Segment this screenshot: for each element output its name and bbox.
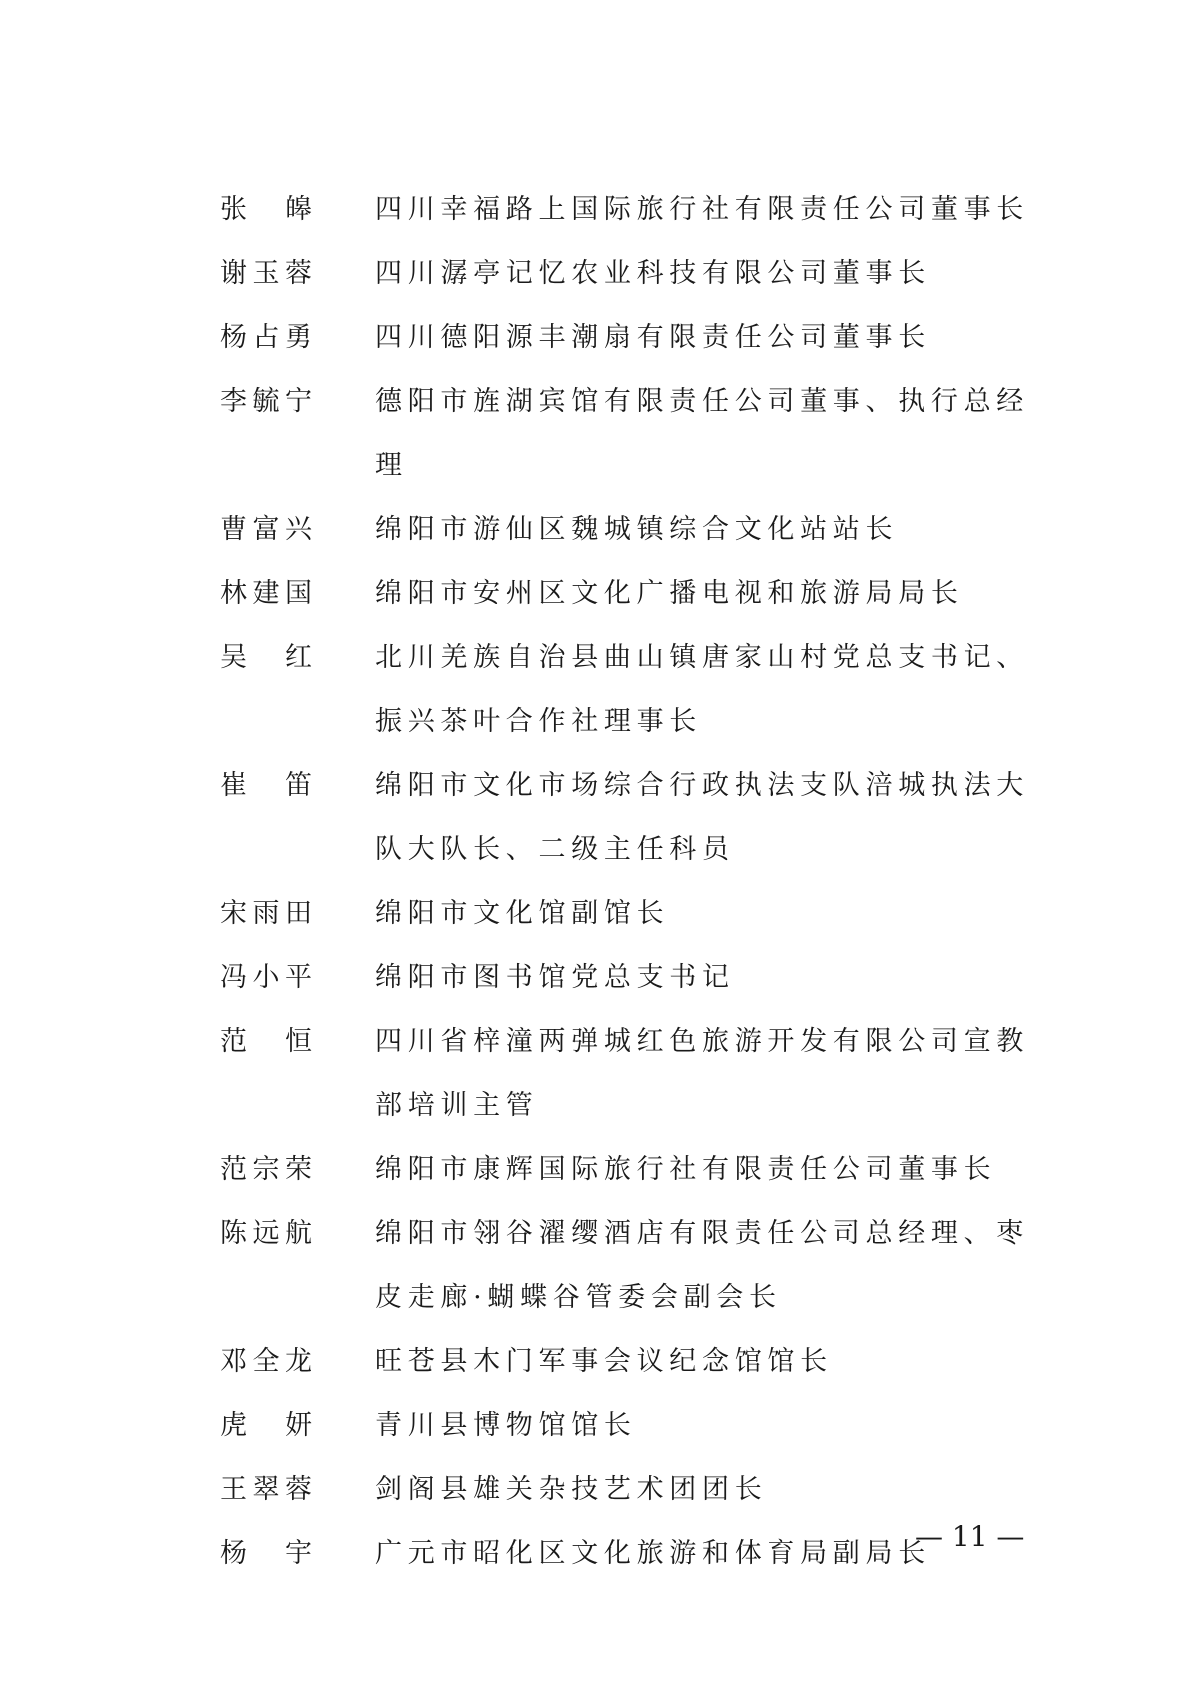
list-item (220, 1202, 1050, 1330)
list-item (220, 306, 1050, 370)
person-title: 绵阳市文化市场综合行政执法支队涪城执法大队大队长、二级主任科员 (375, 770, 1029, 865)
person-title: 广元市昭化区文化旅游和体育局副局长 (375, 1538, 931, 1569)
person-title: 旺苍县木门军事会议纪念馆馆长 (375, 1346, 833, 1377)
list-item (220, 1458, 1050, 1522)
list-item (220, 370, 1050, 498)
person-title: 四川幸福路上国际旅行社有限责任公司董事长 (375, 194, 1029, 225)
person-name: 杨 占 勇 (220, 322, 312, 353)
person-title: 剑阁县雄关杂技艺术团团长 (375, 1474, 768, 1505)
person-name: 谢 玉 蓉 (220, 258, 312, 289)
list-item (220, 1138, 1050, 1202)
person-title: 绵阳市图书馆党总支书记 (375, 962, 735, 993)
person-name: 虎 妍 (220, 1410, 312, 1441)
person-name: 邓 全 龙 (220, 1346, 312, 1377)
person-name: 宋 雨 田 (220, 898, 312, 929)
person-name: 陈 远 航 (220, 1218, 312, 1249)
person-title: 北川羌族自治县曲山镇唐家山村党总支书记、振兴茶叶合作社理事长 (375, 642, 1029, 737)
person-name: 曹 富 兴 (220, 514, 312, 545)
person-name: 杨 宇 (220, 1538, 312, 1569)
person-name: 崔 笛 (220, 770, 312, 801)
person-title: 绵阳市康辉国际旅行社有限责任公司董事长 (375, 1154, 997, 1185)
person-title: 青川县博物馆馆长 (375, 1410, 637, 1441)
person-name: 李 毓 宁 (220, 386, 312, 417)
person-title: 德阳市旌湖宾馆有限责任公司董事、执行总经理 (375, 386, 1029, 481)
person-title: 四川德阳源丰潮扇有限责任公司董事长 (375, 322, 931, 353)
list-item (220, 882, 1050, 946)
list-item (220, 242, 1050, 306)
person-title: 四川省梓潼两弹城红色旅游开发有限公司宣教部培训主管 (375, 1026, 1029, 1121)
list-item (220, 178, 1050, 242)
list-item (220, 1394, 1050, 1458)
person-name: 冯 小 平 (220, 962, 312, 993)
name-list (220, 178, 1050, 1586)
person-name: 林 建 国 (220, 578, 312, 609)
list-item (220, 498, 1050, 562)
list-item (220, 946, 1050, 1010)
person-name: 吴 红 (220, 642, 312, 673)
list-item (220, 626, 1050, 754)
person-name: 范 宗 荣 (220, 1154, 312, 1185)
list-item (220, 754, 1050, 882)
person-title: 四川潺亭记忆农业科技有限公司董事长 (375, 258, 931, 289)
person-name: 张 皞 (220, 194, 312, 225)
person-title: 绵阳市翎谷濯缨酒店有限责任公司总经理、枣皮走廊·蝴蝶谷管委会副会长 (375, 1218, 1029, 1313)
list-item (220, 1330, 1050, 1394)
person-title: 绵阳市文化馆副馆长 (375, 898, 670, 929)
list-item (220, 562, 1050, 626)
page-number: — 11 — (915, 1520, 1025, 1553)
list-item (220, 1010, 1050, 1138)
person-name: 王 翠 蓉 (220, 1474, 312, 1505)
person-title: 绵阳市安州区文化广播电视和旅游局局长 (375, 578, 964, 609)
person-name: 范 恒 (220, 1026, 312, 1057)
person-title: 绵阳市游仙区魏城镇综合文化站站长 (375, 514, 899, 545)
